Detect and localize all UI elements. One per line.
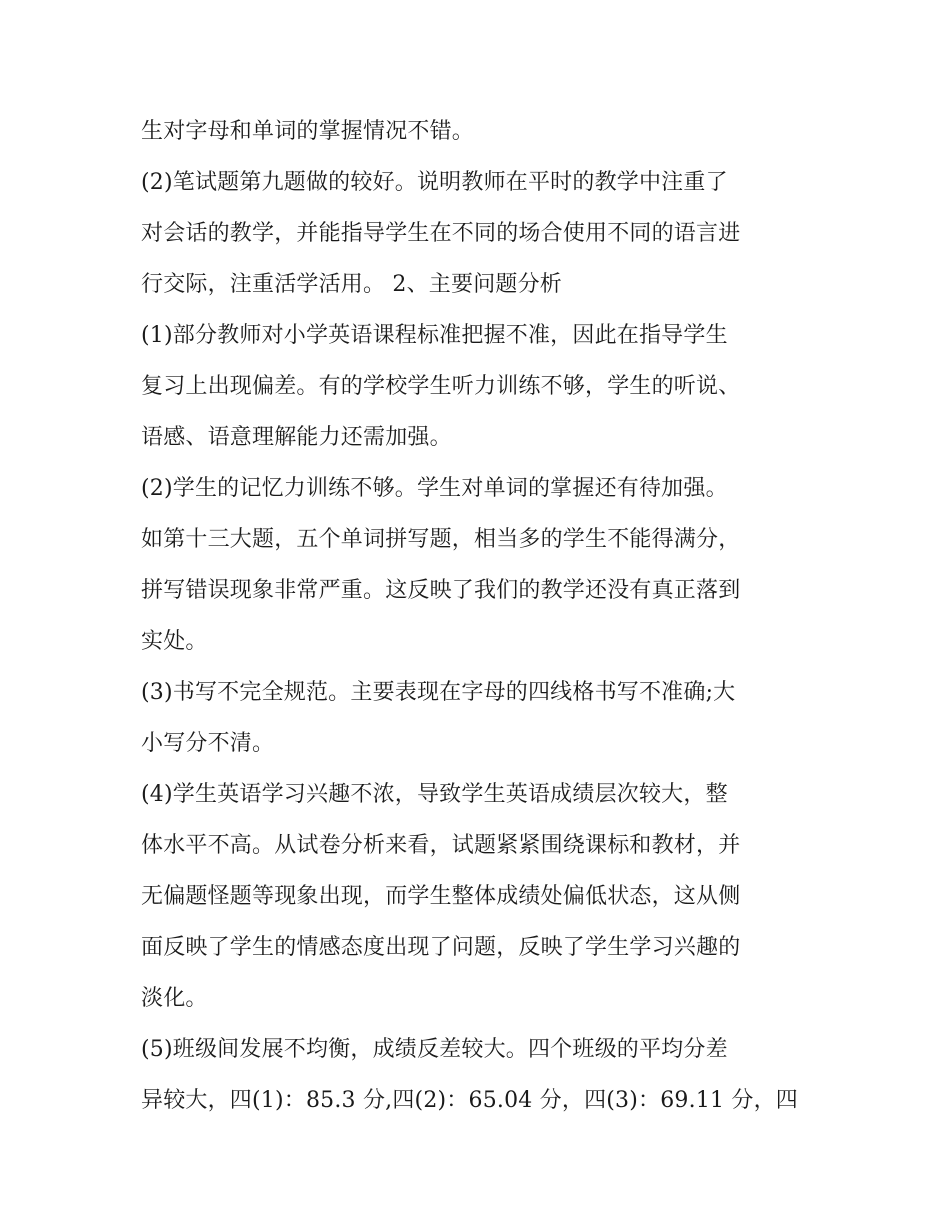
text-line: (3)书写不完全规范。主要表现在字母的四线格书写不准确;大 <box>141 680 736 705</box>
text-line: 异较大，四(1)：85.3 分,四(2)：65.04 分，四(3)：69.11 分，四 <box>141 1088 799 1113</box>
text-line: 面反映了学生的情感态度出现了问题，反映了学生学习兴趣的 <box>141 935 741 960</box>
text-line: 实处。 <box>141 629 208 654</box>
text-line: 淡化。 <box>141 986 208 1011</box>
text-line: (4)学生英语学习兴趣不浓，导致学生英语成绩层次较大，整 <box>141 782 728 807</box>
text-line: 生对字母和单词的掌握情况不错。 <box>141 119 475 144</box>
text-line: (1)部分教师对小学英语课程标准把握不准，因此在指导学生 <box>141 323 728 348</box>
text-line: 拼写错误现象非常严重。这反映了我们的教学还没有真正落到 <box>141 578 741 603</box>
text-line: 语感、语意理解能力还需加强。 <box>141 425 452 450</box>
text-line: 对会话的教学，并能指导学生在不同的场合使用不同的语言进 <box>141 221 741 246</box>
text-line: 无偏题怪题等现象出现，而学生整体成绩处偏低状态，这从侧 <box>141 884 741 909</box>
text-line: 行交际，注重活学活用。 2、主要问题分析 <box>141 272 562 297</box>
text-line: (2)笔试题第九题做的较好。说明教师在平时的教学中注重了 <box>141 170 728 195</box>
text-line: (5)班级间发展不均衡，成绩反差较大。四个班级的平均分差 <box>141 1037 728 1062</box>
text-line: 体水平不高。从试卷分析来看，试题紧紧围绕课标和教材，并 <box>141 833 741 858</box>
text-line: (2)学生的记忆力训练不够。学生对单词的掌握还有待加强。 <box>141 476 728 501</box>
text-line: 小写分不清。 <box>141 731 275 756</box>
text-line: 复习上出现偏差。有的学校学生听力训练不够，学生的听说、 <box>141 374 741 399</box>
text-line: 如第十三大题，五个单词拼写题，相当多的学生不能得满分， <box>141 527 741 552</box>
document-body <box>141 106 821 1126</box>
